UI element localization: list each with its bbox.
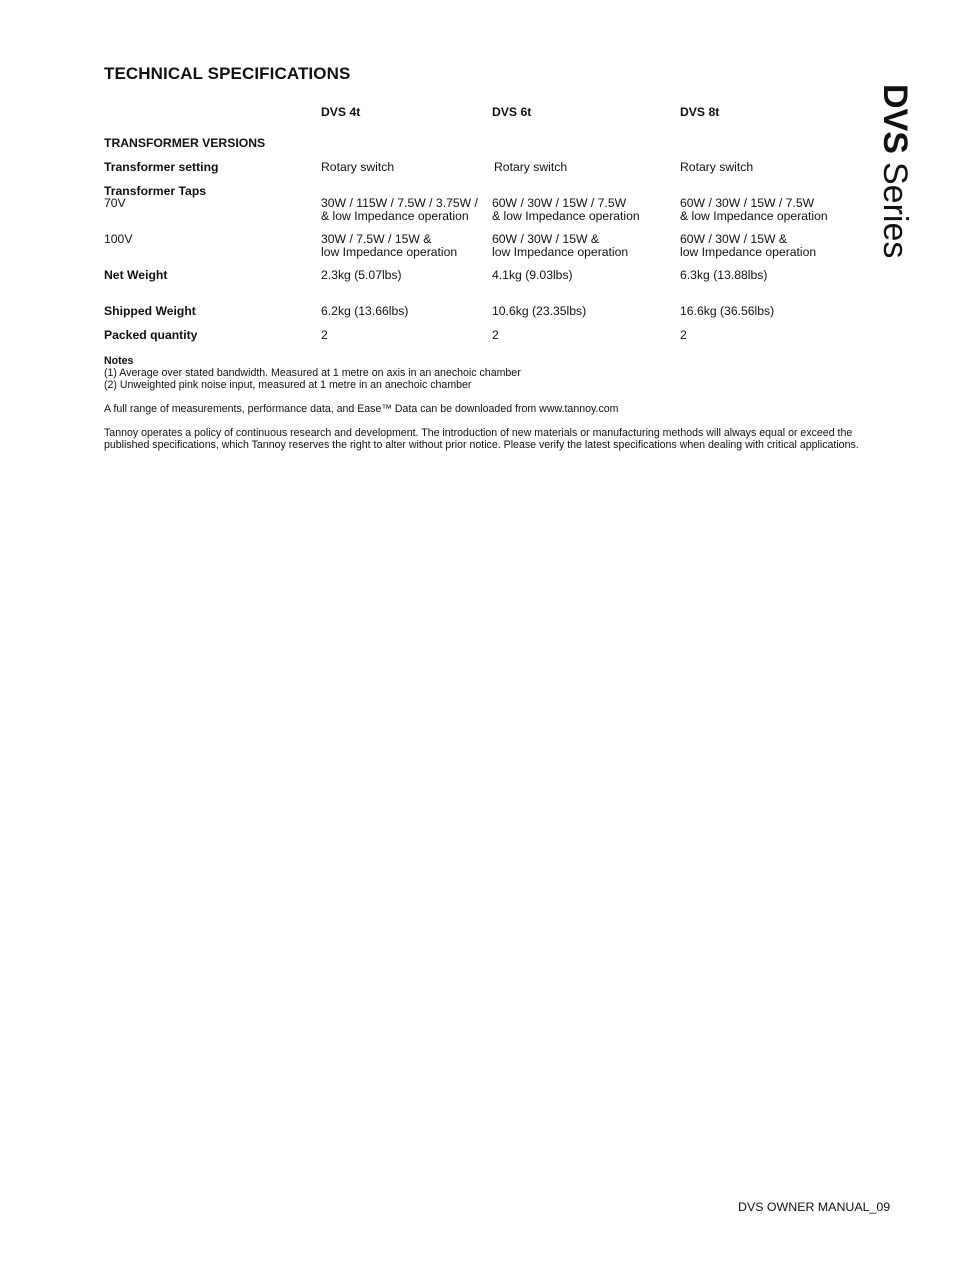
brand-logo [878,84,912,258]
row-label-shipped-weight: Shipped Weight [104,304,196,318]
cell-net-dvs8t: 6.3kg (13.88lbs) [680,268,768,282]
cell-100v-dvs4t: 30W / 7.5W / 15W & low Impedance operation [321,232,458,259]
column-header-dvs6t: DVS 6t [492,105,532,119]
cell-packed-dvs8t: 2 [680,328,687,342]
page-footer: DVS OWNER MANUAL_09 [738,1200,891,1214]
column-header-dvs8t: DVS 8t [680,105,720,119]
row-label-70v: 70V [104,196,126,210]
page-title: TECHNICAL SPECIFICATIONS [104,64,351,83]
brand-light: Series [876,161,914,259]
note-item-2: (2) Unweighted pink noise input, measured at 1 metre in an anechoic chamber [104,379,472,391]
row-label-packed-quantity: Packed quantity [104,328,198,342]
cell-setting-dvs4t: Rotary switch [321,160,395,174]
download-note: A full range of measurements, performance data, and Ease™ Data can be downloaded from www.tannoy.com [104,403,619,415]
row-label-100v: 100V [104,232,133,246]
cell-shipped-dvs6t: 10.6kg (23.35lbs) [492,304,587,318]
cell-setting-dvs6t: Rotary switch [494,160,568,174]
row-label-taps: Transformer Taps [104,184,207,198]
cell-100v-dvs8t: 60W / 30W / 15W & low Impedance operation [680,232,817,259]
row-label-setting: Transformer setting [104,160,219,174]
cell-packed-dvs6t: 2 [492,328,499,342]
row-label-net-weight: Net Weight [104,268,168,282]
cell-100v-dvs6t: 60W / 30W / 15W & low Impedance operation [492,232,629,259]
cell-net-dvs6t: 4.1kg (9.03lbs) [492,268,573,282]
brand-strong: DVS [876,84,914,154]
note-item-1: (1) Average over stated bandwidth. Measured at 1 metre on axis in an anechoic chamber [104,367,521,379]
cell-70v-dvs4t: 30W / 115W / 7.5W / 3.75W / & low Impedance operation [321,196,478,223]
cell-shipped-dvs4t: 6.2kg (13.66lbs) [321,304,409,318]
cell-70v-dvs8t: 60W / 30W / 15W / 7.5W & low Impedance operation [680,196,828,223]
cell-70v-dvs6t: 60W / 30W / 15W / 7.5W & low Impedance operation [492,196,640,223]
notes-heading: Notes [104,355,134,367]
cell-packed-dvs4t: 2 [321,328,328,342]
cell-net-dvs4t: 2.3kg (5.07lbs) [321,268,402,282]
policy-note: Tannoy operates a policy of continuous research and development. The introduction of new materials or manufacturing methods will always equal or exceed the published specifications, which Tannoy reserves the right to alter without prior notice. Please verify the latest specifications when dealing with critical applications. [104,427,859,451]
cell-shipped-dvs8t: 16.6kg (36.56lbs) [680,304,775,318]
section-heading: TRANSFORMER VERSIONS [104,136,266,150]
column-header-dvs4t: DVS 4t [321,105,361,119]
cell-setting-dvs8t: Rotary switch [680,160,754,174]
